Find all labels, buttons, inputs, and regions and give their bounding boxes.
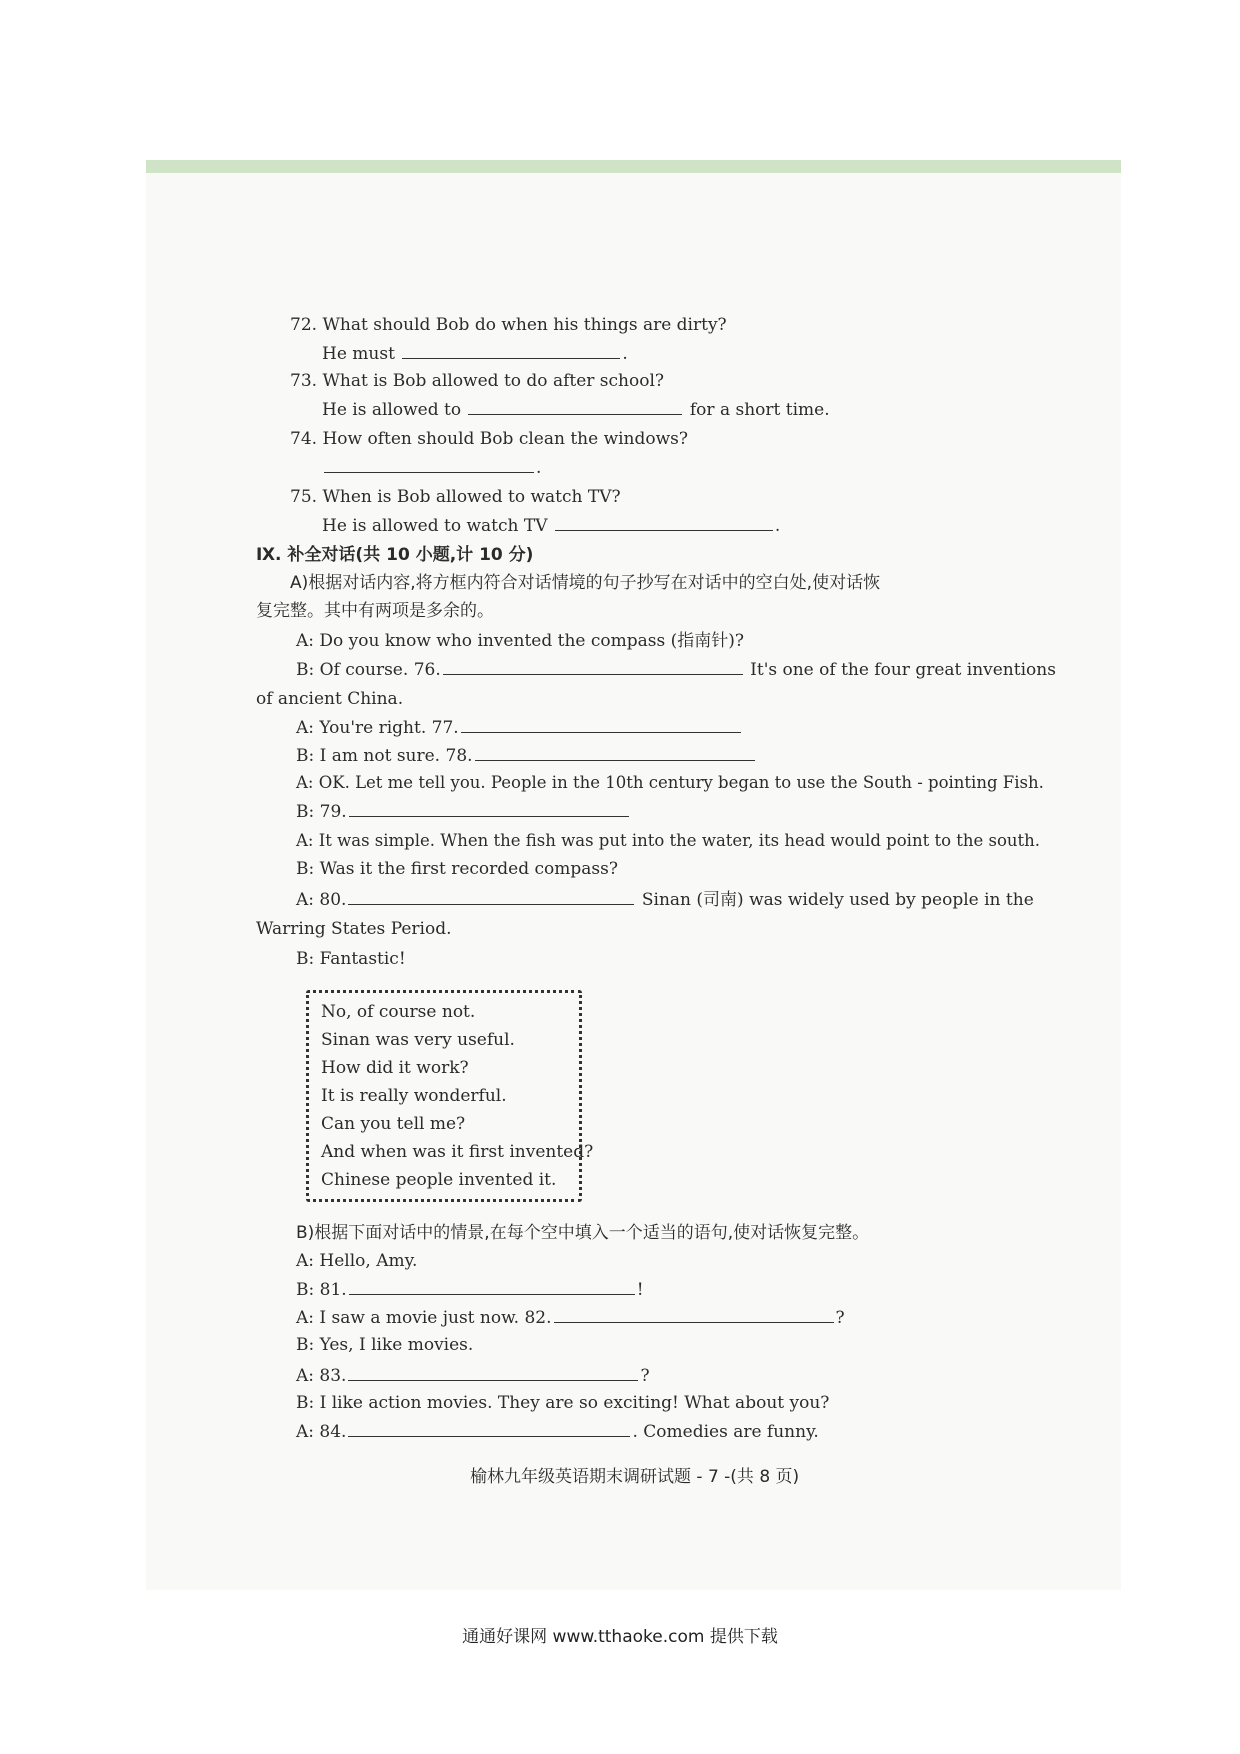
- dialog-b-line-6: B: I like action movies. They are so exciting! What about you?: [296, 1393, 830, 1413]
- blank-74[interactable]: [324, 456, 534, 473]
- dialog-b-line-2: B: 81. !: [296, 1280, 644, 1300]
- blank-83[interactable]: [348, 1364, 638, 1381]
- option-6: And when was it first invented?: [321, 1142, 594, 1162]
- blank-77[interactable]: [461, 716, 741, 733]
- dialog-b-line-5: A: 83. ?: [296, 1366, 650, 1386]
- question-72: 72. What should Bob do when his things are dirty?: [290, 315, 727, 335]
- blank-73[interactable]: [468, 398, 682, 415]
- answer-75: He is allowed to watch TV .: [322, 516, 781, 536]
- dialog-a-line-4: B: I am not sure. 78.: [296, 744, 757, 767]
- dialog-a-line-9-cont: Warring States Period.: [256, 919, 452, 939]
- option-1: No, of course not.: [321, 1002, 476, 1022]
- top-green-bar: [146, 160, 1121, 173]
- dialog-a-line-3: A: You're right. 77.: [296, 716, 743, 739]
- question-73: 73. What is Bob allowed to do after school?: [290, 371, 665, 391]
- option-2: Sinan was very useful.: [321, 1030, 515, 1050]
- options-box: [306, 990, 594, 1202]
- dialog-a-line-10: B: Fantastic!: [296, 949, 406, 969]
- blank-79[interactable]: [349, 800, 629, 817]
- dialog-b-line-7: A: 84. . Comedies are funny.: [296, 1422, 819, 1442]
- dialog-a-line-9: A: 80. Sinan (司南) was widely used by people in the: [296, 890, 1034, 910]
- part-b-instruction: B)根据下面对话中的情景,在每个空中填入一个适当的语句,使对话恢复完整。: [296, 1223, 870, 1243]
- blank-81[interactable]: [349, 1278, 635, 1295]
- part-a-instruction: A)根据对话内容,将方框内符合对话情境的句子抄写在对话中的空白处,使对话恢: [290, 573, 881, 593]
- blank-76[interactable]: [443, 658, 743, 675]
- part-a-instruction-cont: 复完整。其中有两项是多余的。: [256, 601, 494, 621]
- blank-80[interactable]: [348, 888, 634, 905]
- option-4: It is really wonderful.: [321, 1086, 507, 1106]
- answer-74: .: [322, 456, 541, 479]
- question-75: 75. When is Bob allowed to watch TV?: [290, 487, 621, 507]
- site-footer: 通通好课网 www.tthaoke.com 提供下载: [462, 1627, 778, 1647]
- dialog-b-line-1: A: Hello, Amy.: [296, 1251, 418, 1271]
- dialog-a-line-8: B: Was it the first recorded compass?: [296, 859, 618, 879]
- dialog-b-line-3: A: I saw a movie just now. 82. ?: [296, 1308, 845, 1328]
- blank-72[interactable]: [402, 342, 620, 359]
- answer-73: He is allowed to for a short time.: [322, 400, 830, 420]
- dialog-a-line-7: A: It was simple. When the fish was put into the water, its head would point to the south.: [296, 831, 1041, 850]
- question-74: 74. How often should Bob clean the windows?: [290, 429, 689, 449]
- answer-72: He must .: [322, 344, 628, 364]
- dialog-b-line-4: B: Yes, I like movies.: [296, 1335, 474, 1355]
- dialog-a-line-2: B: Of course. 76. It's one of the four great inventions: [296, 660, 1056, 680]
- blank-78[interactable]: [475, 744, 755, 761]
- blank-82[interactable]: [554, 1306, 834, 1323]
- blank-75[interactable]: [555, 514, 773, 531]
- option-3: How did it work?: [321, 1058, 469, 1078]
- dialog-a-line-2-cont: of ancient China.: [256, 689, 404, 709]
- option-7: Chinese people invented it.: [321, 1170, 557, 1190]
- blank-84[interactable]: [348, 1420, 630, 1437]
- page-footer: 榆林九年级英语期末调研试题 - 7 -(共 8 页): [470, 1467, 800, 1487]
- dialog-a-line-5: A: OK. Let me tell you. People in the 10th century began to use the South - pointing Fish.: [296, 773, 1044, 792]
- dialog-a-line-6: B: 79.: [296, 800, 631, 823]
- option-5: Can you tell me?: [321, 1114, 466, 1134]
- dialog-a-line-1: A: Do you know who invented the compass (指南针)?: [296, 631, 744, 651]
- section-9-title: Ⅸ. 补全对话(共 10 小题,计 10 分): [256, 545, 534, 565]
